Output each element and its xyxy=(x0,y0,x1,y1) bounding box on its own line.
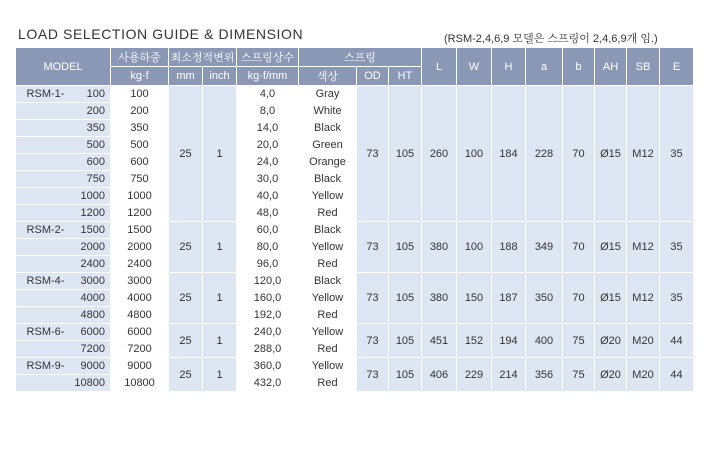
header-a: a xyxy=(526,48,563,86)
model-number: 2400 xyxy=(80,258,105,270)
model-series: RSM-4- xyxy=(26,275,65,287)
dimension-ah-cell: Ø20 xyxy=(595,358,627,392)
model-cell xyxy=(16,171,111,188)
load-cell: 4800 xyxy=(111,307,169,324)
spring-color-cell: Red xyxy=(299,375,357,392)
dimension-a-cell: 400 xyxy=(526,324,563,358)
load-cell: 7200 xyxy=(111,341,169,358)
table-row xyxy=(16,273,694,290)
load-cell: 1500 xyxy=(111,222,169,239)
spring-color-cell: Red xyxy=(299,256,357,273)
table-row xyxy=(16,358,694,375)
stroke-mm-cell: 25 xyxy=(169,358,203,392)
model-cell xyxy=(16,222,111,239)
dimension-l-cell: 380 xyxy=(422,273,457,324)
model-series: RSM-2- xyxy=(26,224,65,236)
dimension-l-cell: 451 xyxy=(422,324,457,358)
header-model: MODEL xyxy=(16,48,111,86)
dimension-ah-cell: Ø15 xyxy=(595,86,627,222)
dimension-b-cell: 70 xyxy=(563,273,595,324)
dimension-e-cell: 35 xyxy=(660,222,694,273)
model-number: 6000 xyxy=(80,326,105,338)
header-load-unit: kg·f xyxy=(111,67,169,86)
dimension-w-cell: 150 xyxy=(457,273,492,324)
dimension-od-cell: 73 xyxy=(357,86,389,222)
spring-constant-cell: 4,0 xyxy=(237,86,299,103)
dimension-l-cell: 406 xyxy=(422,358,457,392)
model-number: 1500 xyxy=(80,224,105,236)
dimension-e-cell: 35 xyxy=(660,86,694,222)
model-cell xyxy=(16,307,111,324)
spring-color-cell: Red xyxy=(299,341,357,358)
dimension-a-cell: 349 xyxy=(526,222,563,273)
load-cell: 750 xyxy=(111,171,169,188)
header-stroke-inch: inch xyxy=(203,67,237,86)
dimension-sb-cell: M20 xyxy=(627,324,660,358)
stroke-mm-cell: 25 xyxy=(169,86,203,222)
load-cell: 100 xyxy=(111,86,169,103)
model-number: 500 xyxy=(86,139,105,151)
model-number: 200 xyxy=(86,105,105,117)
spring-constant-cell: 8,0 xyxy=(237,103,299,120)
spring-constant-cell: 96,0 xyxy=(237,256,299,273)
spring-constant-cell: 360,0 xyxy=(237,358,299,375)
spring-constant-cell: 60,0 xyxy=(237,222,299,239)
dimension-a-cell: 350 xyxy=(526,273,563,324)
dimension-od-cell: 73 xyxy=(357,222,389,273)
dimension-h-cell: 187 xyxy=(492,273,526,324)
model-series: RSM-6- xyxy=(26,326,65,338)
model-cell xyxy=(16,324,111,341)
model-number: 7200 xyxy=(80,343,105,355)
header-W: W xyxy=(457,48,492,86)
spring-constant-cell: 160,0 xyxy=(237,290,299,307)
spring-constant-cell: 24,0 xyxy=(237,154,299,171)
dimension-b-cell: 70 xyxy=(563,86,595,222)
header-spring-constant: 스프링상수 xyxy=(237,48,299,67)
model-number: 2000 xyxy=(80,241,105,253)
stroke-mm-cell: 25 xyxy=(169,324,203,358)
table-row xyxy=(16,86,694,103)
dimension-w-cell: 100 xyxy=(457,222,492,273)
model-number: 600 xyxy=(86,156,105,168)
stroke-mm-cell: 25 xyxy=(169,273,203,324)
load-cell: 1000 xyxy=(111,188,169,205)
model-series: RSM-1- xyxy=(26,88,65,100)
spring-constant-cell: 432,0 xyxy=(237,375,299,392)
model-number: 10800 xyxy=(74,377,105,389)
spring-constant-cell: 192,0 xyxy=(237,307,299,324)
spring-color-cell: Green xyxy=(299,137,357,154)
spring-color-cell: White xyxy=(299,103,357,120)
spring-constant-cell: 14,0 xyxy=(237,120,299,137)
model-cell xyxy=(16,120,111,137)
load-cell: 4000 xyxy=(111,290,169,307)
stroke-inch-cell: 1 xyxy=(203,86,237,222)
load-cell: 9000 xyxy=(111,358,169,375)
dimension-e-cell: 44 xyxy=(660,358,694,392)
dimension-ah-cell: Ø15 xyxy=(595,273,627,324)
spring-constant-cell: 40,0 xyxy=(237,188,299,205)
header-E: E xyxy=(660,48,694,86)
dimension-w-cell: 152 xyxy=(457,324,492,358)
spring-color-cell: Red xyxy=(299,307,357,324)
spring-color-cell: Yellow xyxy=(299,324,357,341)
dimension-od-cell: 73 xyxy=(357,273,389,324)
load-cell: 600 xyxy=(111,154,169,171)
load-selection-table xyxy=(15,47,694,392)
model-cell xyxy=(16,154,111,171)
model-cell xyxy=(16,290,111,307)
spring-color-cell: Black xyxy=(299,120,357,137)
model-cell xyxy=(16,375,111,392)
dimension-ht-cell: 105 xyxy=(389,273,422,324)
dimension-sb-cell: M12 xyxy=(627,222,660,273)
dimension-h-cell: 184 xyxy=(492,86,526,222)
header-load: 사용하중 xyxy=(111,48,169,67)
dimension-b-cell: 75 xyxy=(563,324,595,358)
spring-constant-cell: 20,0 xyxy=(237,137,299,154)
load-cell: 2000 xyxy=(111,239,169,256)
model-number: 3000 xyxy=(80,275,105,287)
model-cell xyxy=(16,256,111,273)
model-cell xyxy=(16,358,111,375)
spring-color-cell: Gray xyxy=(299,86,357,103)
header-AH: AH xyxy=(595,48,627,86)
load-cell: 6000 xyxy=(111,324,169,341)
spring-color-cell: Yellow xyxy=(299,290,357,307)
dimension-od-cell: 73 xyxy=(357,358,389,392)
model-number: 4800 xyxy=(80,309,105,321)
dimension-od-cell: 73 xyxy=(357,324,389,358)
spring-constant-cell: 80,0 xyxy=(237,239,299,256)
model-number: 9000 xyxy=(80,360,105,372)
spring-color-cell: Black xyxy=(299,273,357,290)
header-stroke-mm: mm xyxy=(169,67,203,86)
load-cell: 10800 xyxy=(111,375,169,392)
spring-color-cell: Yellow xyxy=(299,188,357,205)
model-cell xyxy=(16,137,111,154)
dimension-e-cell: 35 xyxy=(660,273,694,324)
spring-color-cell: Black xyxy=(299,171,357,188)
dimension-h-cell: 194 xyxy=(492,324,526,358)
dimension-ht-cell: 105 xyxy=(389,324,422,358)
table-row xyxy=(16,324,694,341)
model-cell xyxy=(16,103,111,120)
model-number: 350 xyxy=(86,122,105,134)
header-color: 색상 xyxy=(299,67,357,86)
header-SB: SB xyxy=(627,48,660,86)
spring-color-cell: Yellow xyxy=(299,239,357,256)
model-number: 1000 xyxy=(80,190,105,202)
spring-color-cell: Yellow xyxy=(299,358,357,375)
load-cell: 2400 xyxy=(111,256,169,273)
header-spring-constant-unit: kg·f/mm xyxy=(237,67,299,86)
load-cell: 200 xyxy=(111,103,169,120)
stroke-inch-cell: 1 xyxy=(203,358,237,392)
load-cell: 500 xyxy=(111,137,169,154)
stroke-mm-cell: 25 xyxy=(169,222,203,273)
dimension-l-cell: 380 xyxy=(422,222,457,273)
dimension-ah-cell: Ø15 xyxy=(595,222,627,273)
dimension-a-cell: 228 xyxy=(526,86,563,222)
header-spring: 스프링 xyxy=(299,48,422,67)
header-stroke: 최소정적변위 xyxy=(169,48,237,67)
dimension-e-cell: 44 xyxy=(660,324,694,358)
model-cell xyxy=(16,205,111,222)
spring-constant-cell: 48,0 xyxy=(237,205,299,222)
dimension-sb-cell: M12 xyxy=(627,86,660,222)
table-row xyxy=(16,222,694,239)
spring-color-cell: Orange xyxy=(299,154,357,171)
spring-constant-cell: 30,0 xyxy=(237,171,299,188)
model-cell xyxy=(16,273,111,290)
spring-constant-cell: 288,0 xyxy=(237,341,299,358)
header-b: b xyxy=(563,48,595,86)
stroke-inch-cell: 1 xyxy=(203,222,237,273)
dimension-ht-cell: 105 xyxy=(389,358,422,392)
model-series: RSM-9- xyxy=(26,360,65,372)
stroke-inch-cell: 1 xyxy=(203,273,237,324)
header-od: OD xyxy=(357,67,389,86)
dimension-a-cell: 356 xyxy=(526,358,563,392)
model-cell xyxy=(16,86,111,103)
dimension-ht-cell: 105 xyxy=(389,222,422,273)
dimension-w-cell: 229 xyxy=(457,358,492,392)
spring-constant-cell: 120,0 xyxy=(237,273,299,290)
model-number: 100 xyxy=(86,88,105,100)
spring-count-note: (RSM-2,4,6,9 모델은 스프링이 2,4,6,9개 임.) xyxy=(444,33,658,45)
dimension-sb-cell: M12 xyxy=(627,273,660,324)
load-cell: 1200 xyxy=(111,205,169,222)
spring-color-cell: Black xyxy=(299,222,357,239)
dimension-l-cell: 260 xyxy=(422,86,457,222)
page-title: LOAD SELECTION GUIDE & DIMENSION xyxy=(18,26,304,42)
dimension-b-cell: 75 xyxy=(563,358,595,392)
table-body xyxy=(16,86,694,392)
dimension-b-cell: 70 xyxy=(563,222,595,273)
dimension-h-cell: 188 xyxy=(492,222,526,273)
load-cell: 3000 xyxy=(111,273,169,290)
dimension-w-cell: 100 xyxy=(457,86,492,222)
spring-color-cell: Red xyxy=(299,205,357,222)
model-cell xyxy=(16,341,111,358)
header-ht: HT xyxy=(389,67,422,86)
header-L: L xyxy=(422,48,457,86)
model-number: 750 xyxy=(86,173,105,185)
model-number: 1200 xyxy=(80,207,105,219)
model-number: 4000 xyxy=(80,292,105,304)
load-cell: 350 xyxy=(111,120,169,137)
dimension-ht-cell: 105 xyxy=(389,86,422,222)
dimension-ah-cell: Ø20 xyxy=(595,324,627,358)
header-H: H xyxy=(492,48,526,86)
model-cell xyxy=(16,188,111,205)
dimension-h-cell: 214 xyxy=(492,358,526,392)
dimension-sb-cell: M20 xyxy=(627,358,660,392)
spring-constant-cell: 240,0 xyxy=(237,324,299,341)
model-cell xyxy=(16,239,111,256)
stroke-inch-cell: 1 xyxy=(203,324,237,358)
